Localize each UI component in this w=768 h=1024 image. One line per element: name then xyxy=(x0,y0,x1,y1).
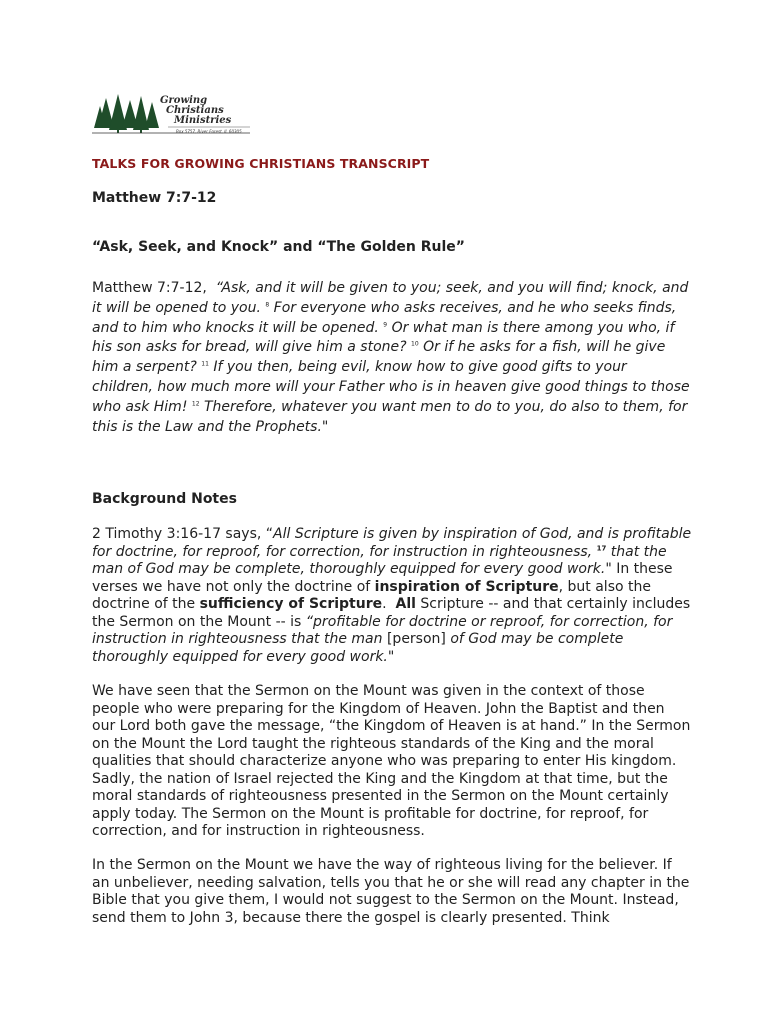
text-segment: " xyxy=(387,648,395,665)
background-paragraph-2: We have seen that the Sermon on the Mount was given in the context of those people who were preparing for the Kingdom of Heaven. John the Baptist and then our Lord both gave the message, “the Kingdom of Heaven is at hand.” In the Sermon on the Mount the Lord taught the righteous standards of the King and the moral qualities that should characterize anyone who was preparing to enter His kingdom. Sadly, the nation of Israel rejected the King and the Kingdom at that time, but the moral standards of righteousness presented in the Sermon on the Mount certainly apply today. The Sermon on the Mount is profitable for doctrine, for reproof, for correction, and for instruction in righteousness. xyxy=(92,683,691,839)
text-segment: , but also the doctrine of the xyxy=(92,578,651,612)
text-segment: “profitable for doctrine or reproof, for correction, for instruction in righteousness that the man xyxy=(92,613,673,647)
verse-7-text: “Ask, and it will be given to you; seek, and you will find; knock, and it will be opened to you. xyxy=(92,280,689,316)
scripture-reference: Matthew 7:7-12 xyxy=(92,190,217,206)
transcript-label: TALKS FOR GROWING CHRISTIANS TRANSCRIPT xyxy=(92,156,430,171)
text-segment: of God may be complete thoroughly equipped for every good work. xyxy=(92,631,624,665)
verse-10-text: Or if he asks for a fish, will he give him a serpent? xyxy=(92,339,666,376)
verse-number: 17 xyxy=(596,543,607,552)
text-segment: " In these verses we have not only the doctrine of xyxy=(92,561,673,595)
closing-quote: " xyxy=(321,418,329,435)
scripture-passage xyxy=(92,279,692,437)
verse-12-text: Therefore, whatever you want men to do to you, do also to them, for this is the Law and the Prophets. xyxy=(92,398,688,435)
ministry-logo xyxy=(92,92,252,138)
logo-line-3: Ministries xyxy=(174,115,232,126)
background-paragraph-1 xyxy=(92,526,692,666)
text-segment: Scripture -- and that certainly includes the Sermon on the Mount -- is xyxy=(92,596,691,630)
section-heading: Background Notes xyxy=(92,491,237,507)
text-segment: that the man of God may be complete, thoroughly equipped for every good work. xyxy=(92,543,667,577)
logo-address: Box 5757, River Forest, IL 60305 xyxy=(176,129,242,134)
verse-9-text: Or what man is there among you who, if his son asks for bread, will give him a stone? xyxy=(92,319,675,356)
passage-ref: Matthew 7:7-12, xyxy=(92,280,207,296)
verse-number: 11 xyxy=(201,360,209,368)
logo-wordmark xyxy=(156,96,231,126)
logo-line-2: Christians xyxy=(166,105,224,116)
text-segment: All Scripture is given by inspiration of God, and is profitable for doctrine, for reproof, for correction, for instruction in righteousness, xyxy=(92,526,692,560)
verse-number: 8 xyxy=(265,301,270,309)
logo-line-1: Growing xyxy=(160,95,208,106)
emphasis: All xyxy=(395,596,416,612)
verse-number: 10 xyxy=(411,340,419,348)
text-segment: 2 Timothy 3:16-17 says, “ xyxy=(92,526,274,542)
text-segment: [person] xyxy=(386,631,446,647)
verse-11-text: If you then, being evil, know how to give good gifts to your children, how much more will your Father who is in heaven give good things to those who ask Him! xyxy=(92,359,690,415)
verse-number: 12 xyxy=(191,400,200,408)
emphasis: inspiration of Scripture xyxy=(374,578,559,595)
emphasis: sufficiency of Scripture xyxy=(199,596,383,612)
page-title: “Ask, Seek, and Knock” and “The Golden Rule” xyxy=(92,239,465,255)
verse-8-text: For everyone who asks receives, and he who seeks finds, and to him who knocks it will be opened. xyxy=(92,299,677,336)
verse-number: 9 xyxy=(383,320,388,328)
text-segment: . xyxy=(382,596,387,612)
background-paragraph-3: In the Sermon on the Mount we have the way of righteous living for the believer. If an unbeliever, needing salvation, tells you that he or she will read any chapter in the Bible that you give them, I would not suggest to the Sermon on the Mount. Instead, send them to John 3, because there the gospel is clearly presented. Think xyxy=(92,857,690,926)
